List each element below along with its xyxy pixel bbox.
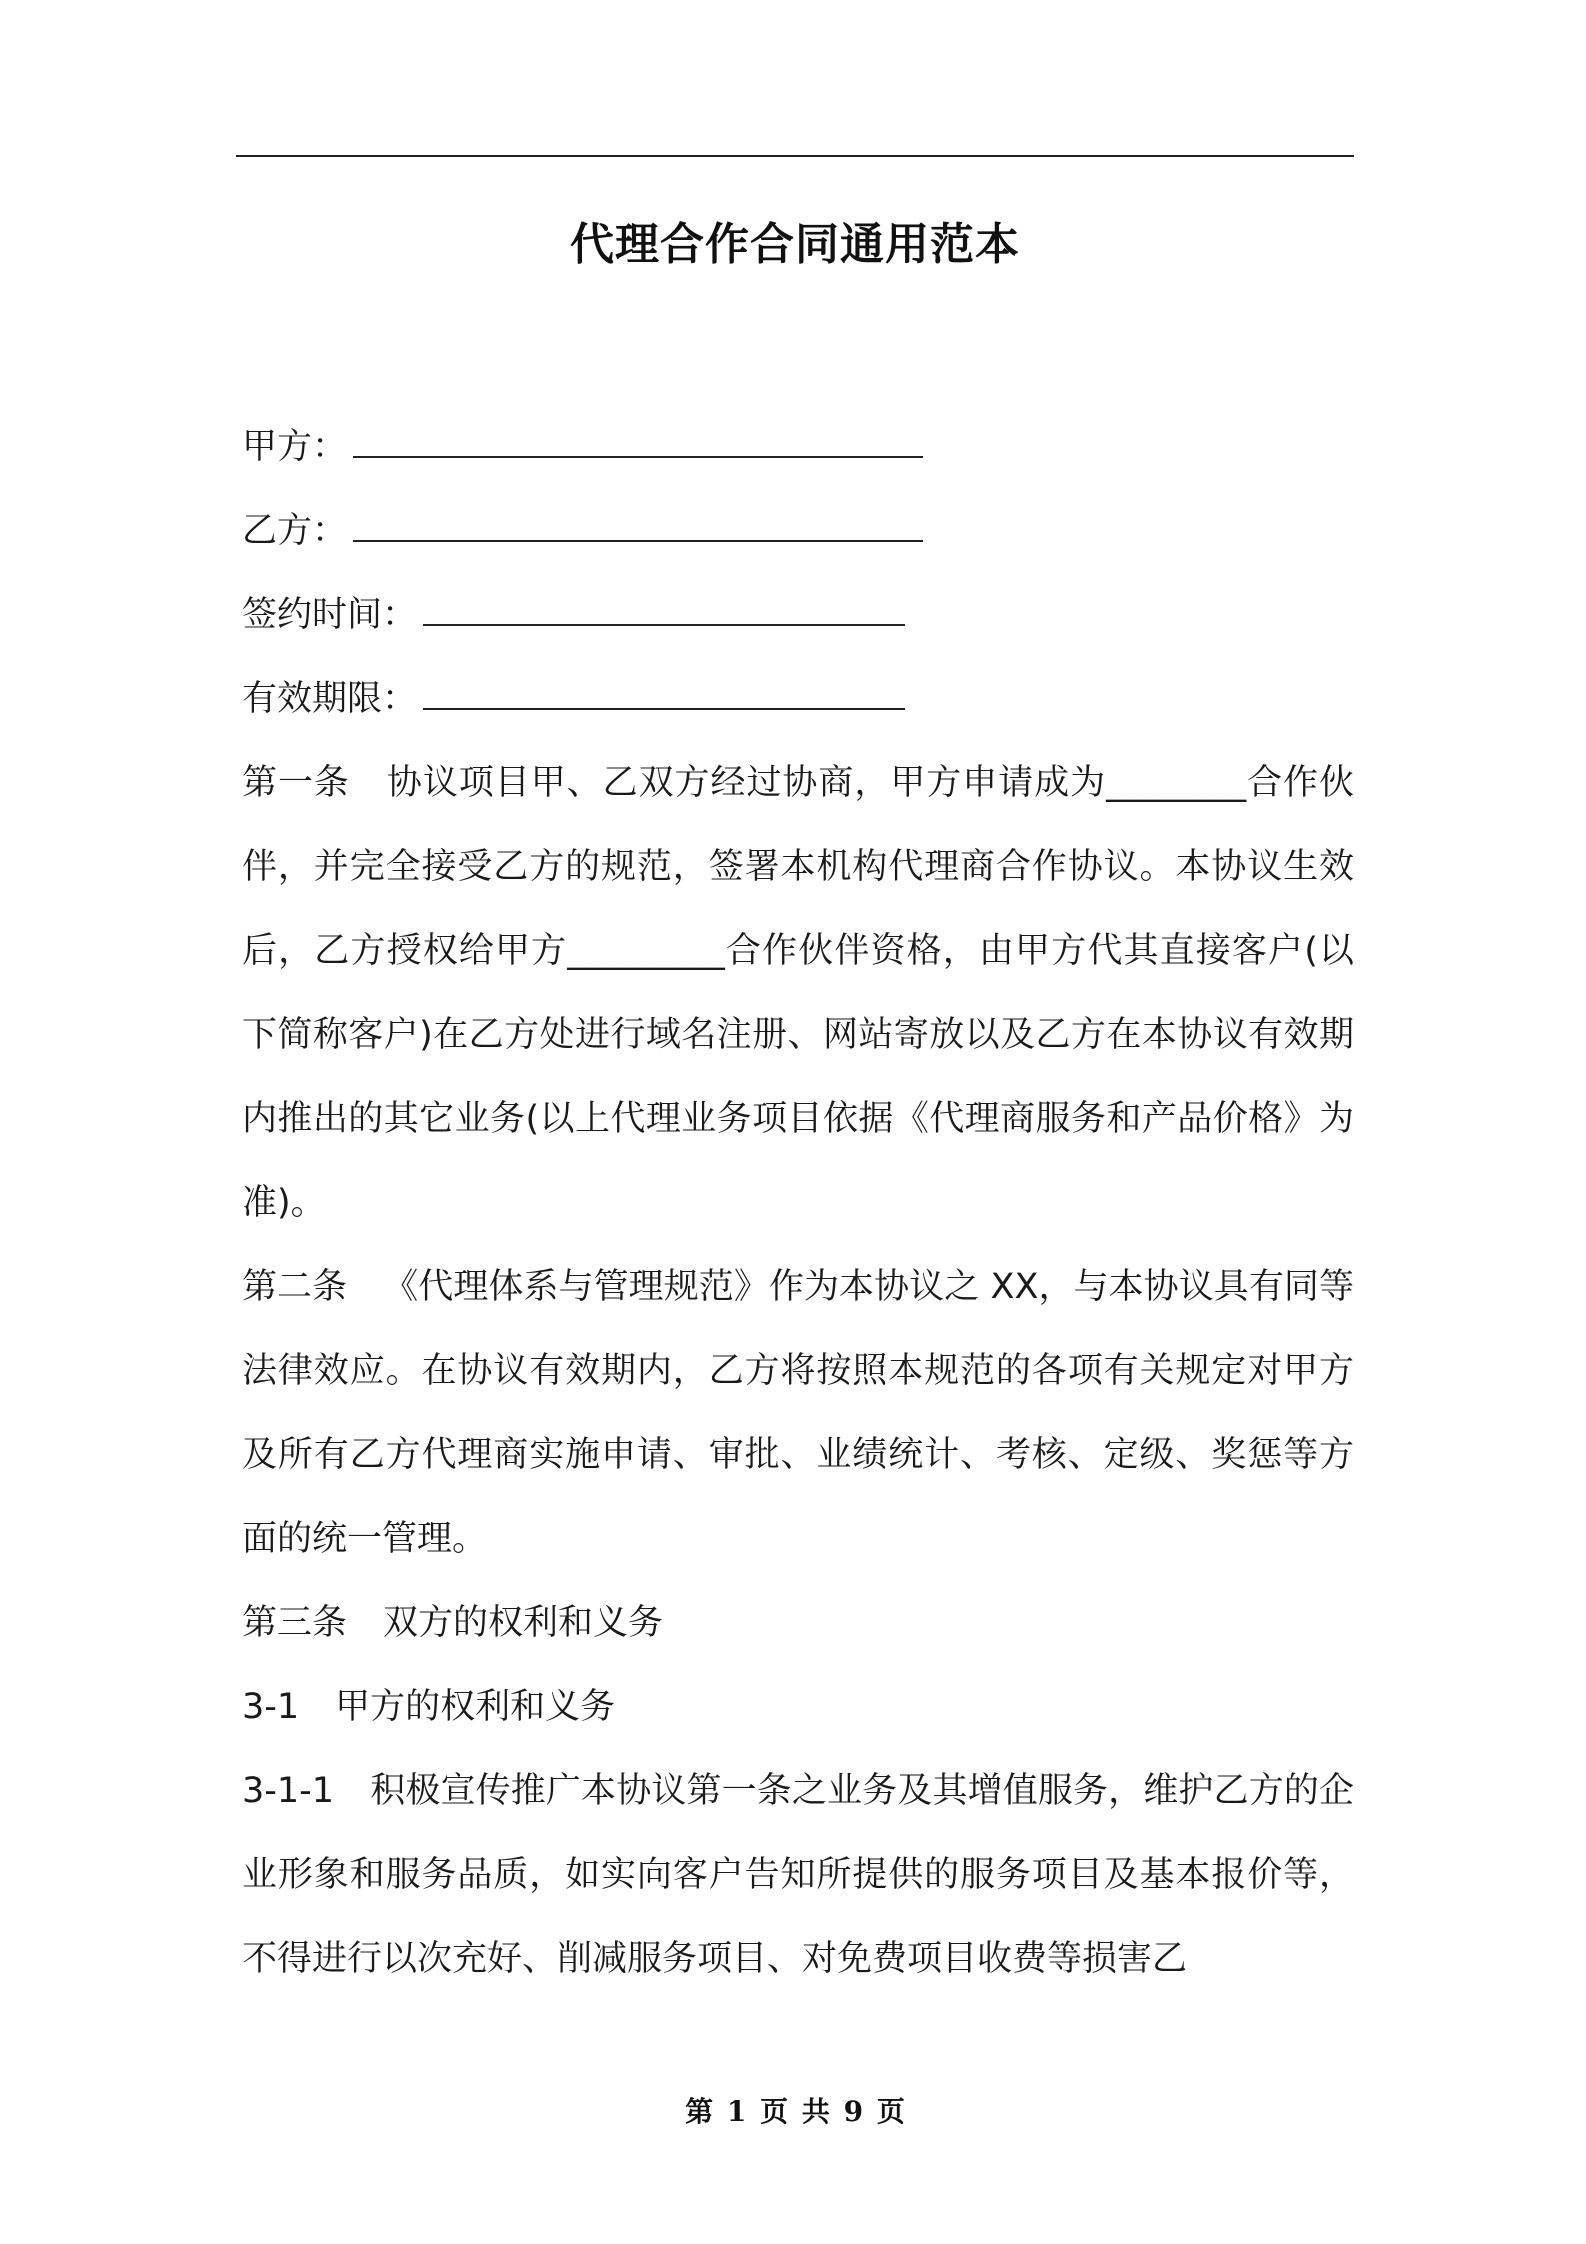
section-3-1-text: 甲方的权利和义务 [335,1687,616,1727]
sign-date-blank [423,584,905,626]
article-3-text: 双方的权利和义务 [383,1603,664,1643]
page-footer: 第 1 页 共 9 页 [685,2095,905,2128]
sign-date-field [242,573,1354,657]
party-a-field [242,405,1354,489]
article-3-heading: 第三条 [242,1603,348,1643]
party-a-blank [353,416,923,458]
article-2-heading: 第二条 [242,1267,348,1307]
section-3-1-1-number: 3-1-1 [242,1771,335,1811]
validity-label: 有效期限： [242,679,418,719]
validity-field [242,657,1354,741]
validity-blank [423,668,905,710]
article-2 [242,1245,1354,1581]
party-b-blank [353,500,923,542]
party-b-field [242,489,1354,573]
section-3-1-1 [242,1749,1354,2001]
party-b-label: 乙方： [242,511,348,551]
article-2-text: 《代理体系与管理规范》作为本协议之 XX，与本协议具有同等法律效应。在协议有效期内，乙方将按照本规范的各项有关规定对甲方及所有乙方代理商实施申请、审批、业绩统计、考核、定级、奖惩等方面的统一管理。 [242,1267,1354,1559]
article-1-text: 协议项目甲、乙双方经过协商，甲方申请成为________合作伙伴，并完全接受乙方的规范，签署本机构代理商合作协议。本协议生效后，乙方授权给甲方_________合作伙伴资格，由甲方代其直接客户(以下简称客户)在乙方处进行域名注册、网站寄放以及乙方在本协议有效期内推出的其它业务(以上代理业务项目依据《代理商服务和产品价格》为准)。 [242,763,1354,1223]
article-1-heading: 第一条 [242,763,350,803]
sign-date-label: 签约时间： [242,595,418,635]
party-a-label: 甲方： [242,427,348,467]
section-3-1 [242,1665,1354,1749]
article-3 [242,1581,1354,1665]
article-1 [242,741,1354,1245]
section-3-1-1-text: 积极宣传推广本协议第一条之业务及其增值服务，维护乙方的企业形象和服务品质，如实向客户告知所提供的服务项目及基本报价等，不得进行以次充好、削减服务项目、对免费项目收费等损害乙 [242,1771,1354,1979]
section-3-1-number: 3-1 [242,1687,300,1727]
document-body [242,405,1354,2001]
header-rule [236,155,1354,157]
document-title: 代理合作合同通用范本 [570,219,1020,270]
